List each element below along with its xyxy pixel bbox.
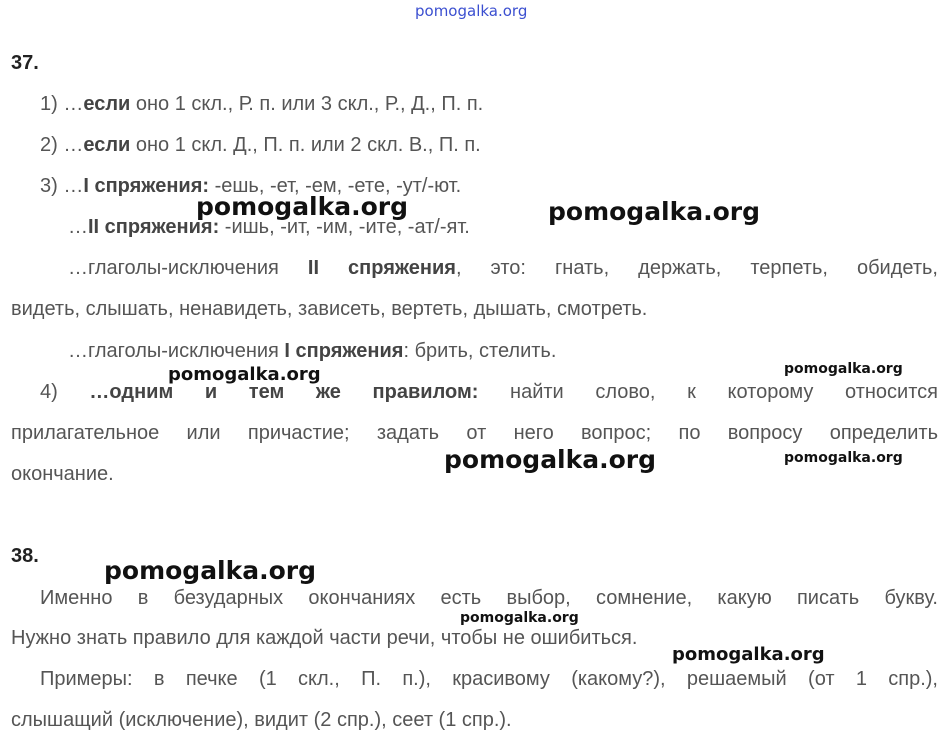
- exercise-number-37: 37.: [11, 52, 39, 74]
- ex37-line-7-prefix: …глаголы-исключения: [68, 340, 285, 362]
- ex38-line-1: Именно в безударных окончаниях есть выбор, сомнение, какую писать букву.: [40, 587, 938, 609]
- ex37-line-2: [40, 133, 481, 157]
- watermark-9: pomogalka.org: [672, 644, 825, 665]
- watermark-2: pomogalka.org: [548, 197, 761, 226]
- ex37-line-4-bold: II спряжения:: [88, 216, 220, 238]
- ex37-line-7: [68, 339, 556, 363]
- ex37-line-1-bold: если: [83, 93, 131, 115]
- watermark-5: pomogalka.org: [444, 445, 657, 474]
- watermark-top: pomogalka.org: [415, 2, 528, 20]
- ex37-line-6: видеть, слышать, ненавидеть, зависеть, вертеть, дышать, смотреть.: [11, 298, 648, 320]
- watermark-7: pomogalka.org: [104, 556, 317, 585]
- watermark-1: pomogalka.org: [196, 192, 409, 221]
- ex37-line-7-rest: : брить, стелить.: [403, 340, 557, 362]
- ex37-line-3-bold: I спряжения:: [83, 175, 210, 197]
- ex37-line-8-rest: найти слово, к которому относится: [478, 381, 938, 403]
- ex37-line-2-prefix: 2) …: [40, 134, 84, 156]
- ex38-line-4: слышащий (исключение), видит (2 спр.), сеет (1 спр.).: [11, 709, 512, 731]
- ex37-line-5-bold: II спряжения: [307, 257, 456, 279]
- watermark-8: pomogalka.org: [460, 610, 579, 626]
- ex37-line-10: окончание.: [11, 463, 114, 485]
- exercise-number-38: 38.: [11, 545, 39, 567]
- watermark-6: pomogalka.org: [784, 450, 903, 466]
- ex37-line-5-prefix: …глаголы-исключения: [68, 257, 308, 279]
- ex37-line-4-prefix: …: [68, 216, 88, 238]
- ex37-line-8-bold: …одним и тем же правилом:: [89, 381, 479, 403]
- ex38-line-3: Примеры: в печке (1 скл., П. п.), красивому (какому?), решаемый (от 1 спр.),: [40, 668, 938, 690]
- watermark-3: pomogalka.org: [784, 361, 903, 377]
- ex37-line-1: [40, 92, 483, 116]
- ex37-line-2-bold: если: [83, 134, 131, 156]
- ex38-line-2: Нужно знать правило для каждой части речи, чтобы не ошибиться.: [11, 627, 638, 649]
- ex37-line-5-rest: , это: гнать, держать, терпеть, обидеть,: [455, 257, 938, 279]
- ex37-line-1-rest: оно 1 скл., Р. п. или 3 скл., Р., Д., П. п.: [130, 93, 484, 115]
- ex37-line-3-rest: -ешь, -ет, -ем, -ете, -ут/-ют.: [209, 175, 462, 197]
- ex37-line-1-prefix: 1) …: [40, 93, 84, 115]
- ex37-line-5: [68, 256, 938, 280]
- watermark-4: pomogalka.org: [168, 364, 321, 385]
- ex37-line-7-bold: I спряжения: [284, 340, 404, 362]
- ex37-line-9: прилагательное или причастие; задать от него вопрос; по вопросу определить: [11, 422, 938, 444]
- ex37-line-3-prefix: 3) …: [40, 175, 84, 197]
- ex37-line-8-prefix: 4): [40, 381, 90, 403]
- ex37-line-2-rest: оно 1 скл. Д., П. п. или 2 скл. В., П. п.: [130, 134, 481, 156]
- ex37-line-4-rest: -ишь, -ит, -им, -ите, -ат/-ят.: [219, 216, 470, 238]
